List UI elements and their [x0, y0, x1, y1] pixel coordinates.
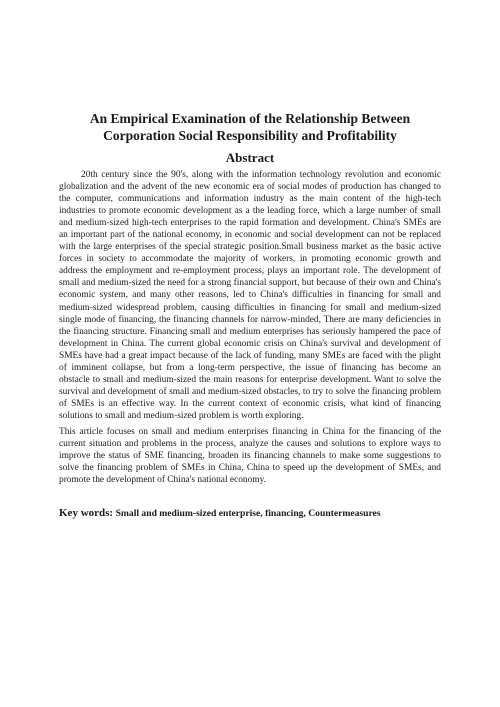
abstract-paragraph-2: This article focuses on small and medium enterprises financing in China for the financing of the current situation and problems in the process, analyze the causes and solutions to explore ways to improve the status of SME financing, broaden its financing channels to make some suggestions to solve the financing problem of SMEs in China, China to speed up the development of SMEs, and promote the development of China's national economy. [59, 426, 441, 486]
paper-title [59, 110, 441, 144]
abstract-heading: Abstract [225, 150, 275, 165]
abstract-paragraph-1: 20th century since the 90's, along with the information technology revolution and economic globalization and the advent of the new economic era of social modes of production has changed to the computer, communications and information industry as the main content of the high-tech industries to promote economic development as a the leading force, which a large number of small and medium-sized high-tech enterprises to the rapid formation and development. China's SMEs are an important part of the national economy, in economic and social development can not be replaced with the large enterprises of the special strategic position.Small business market as the basic active forces in society to accommodate the majority of workers, in promoting economic growth and address the employment and re-employment process, plays an important role. The development of small and medium-sized the need for a strong financial support, but because of their own and China's economic system, and many other reasons, led to China's difficulties in financing for small and medium-sized widespread problem, causing difficulties in financing for small and medium-sized single mode of financing, the financing channels for narrow-minded, There are many deficiencies in the financing structure. Financing small and medium enterprises has seriously hampered the pace of development in China. The current global economic crisis on China's survival and development of SMEs have had a great impact because of the lack of funding, many SMEs are faced with the plight of imminent collapse, but from a long-term perspective, the issue of financing has become an obstacle to small and medium-sized the main reasons for enterprise development. Want to solve the survival and development of small and medium-sized obstacles, to try to solve the financing problem of SMEs is an effective way. In the current context of economic crisis, what kind of financing solutions to small and medium-sized problem is worth exploring. [59, 170, 441, 421]
title-line-2: Corporation Social Responsibility and Profitability [103, 128, 397, 143]
title-line-1: An Empirical Examination of the Relationship Between [89, 111, 411, 126]
keywords-label: Key words: [59, 507, 114, 520]
keywords-line [59, 507, 441, 520]
keywords-text: Small and medium-sized enterprise, financing, Countermeasures [115, 508, 381, 520]
